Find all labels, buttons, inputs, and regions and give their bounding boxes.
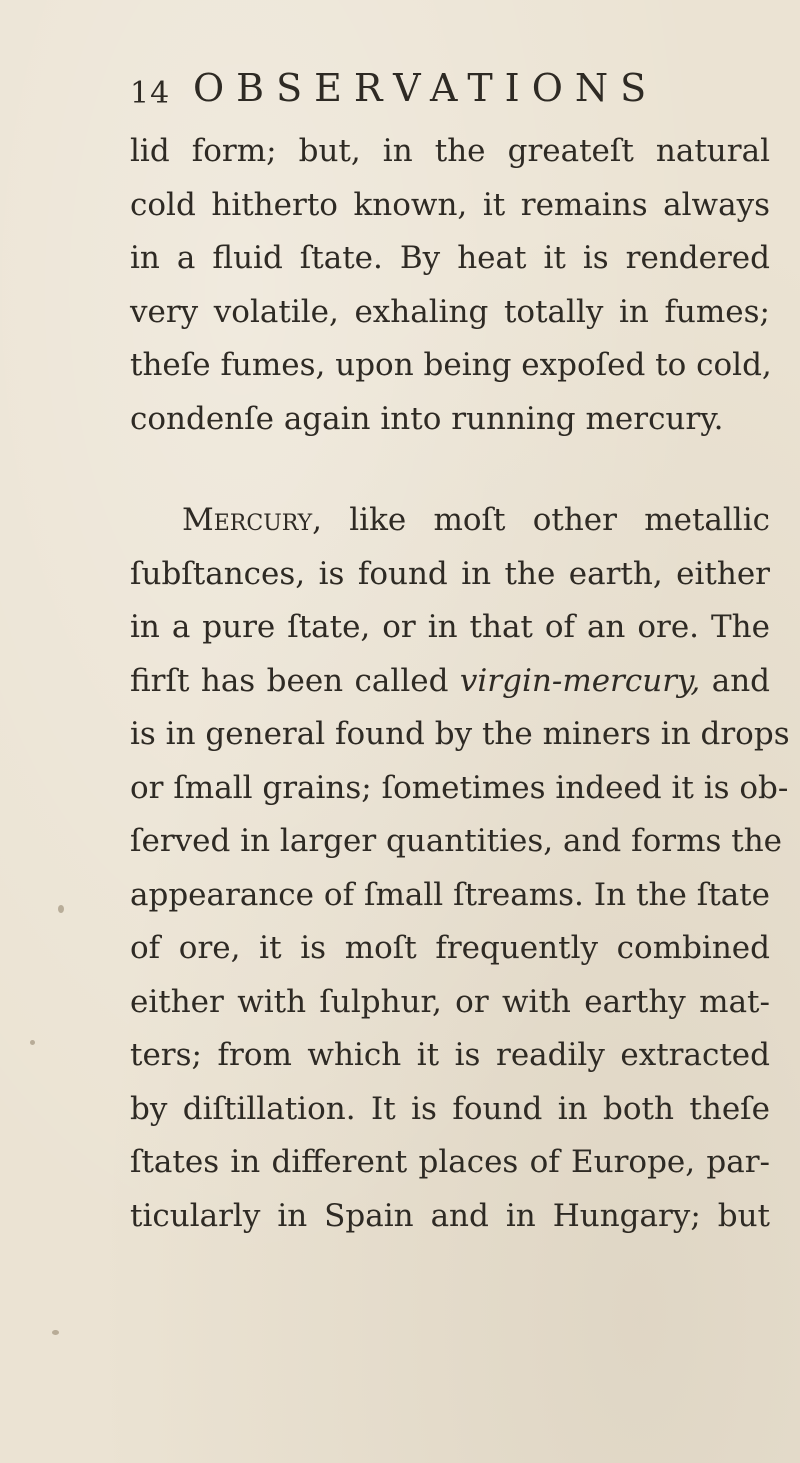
text-line (130, 494, 770, 548)
text-line: ters; from which it is readily extracted (130, 1037, 770, 1073)
paragraph-2 (130, 494, 790, 1243)
italic-term: virgin-mercury, (459, 662, 701, 699)
paragraph-1 (130, 125, 770, 446)
text-line: or ſmall grains; ſometimes indeed it is ob- (130, 769, 789, 806)
lead-word: Mercury, (182, 502, 323, 538)
text-line: by diſtillation. It is found in both theſe (130, 1090, 770, 1127)
paper-spot (30, 1040, 35, 1045)
text-line: ſerved in larger quantities, and forms the (130, 823, 782, 859)
page-header (130, 66, 690, 116)
body-text (130, 125, 790, 1243)
text-line: is in general found by the miners in drops (130, 716, 790, 752)
text-line: ſtates in different places of Europe, par- (130, 1144, 770, 1180)
text-fragment: like moſt other metallic (322, 502, 770, 538)
text-line: very volatile, exhaling totally in fumes; (130, 293, 770, 330)
text-line: condenſe again into running mercury. (130, 400, 724, 437)
running-head: OBSERVATIONS (193, 66, 659, 110)
text-line: ticularly in Spain and in Hungary; but (130, 1197, 770, 1234)
text-line (130, 655, 770, 709)
text-line: either with ſulphur, or with earthy mat- (130, 983, 770, 1020)
text-line: in a fluid ſtate. By heat it is rendered (130, 240, 770, 276)
text-line: cold hitherto known, it remains always (130, 186, 770, 223)
text-line: lid form; but, in the greateſt natural (130, 133, 770, 169)
text-line: appearance of ſmall ſtreams. In the ſtate (130, 876, 770, 913)
text-line: theſe fumes, upon being expoſed to cold, (130, 347, 772, 383)
text-fragment: firſt has been called (130, 662, 449, 699)
text-line: of ore, it is moſt frequently combined (130, 930, 770, 966)
paper-spot (52, 1330, 59, 1335)
text-fragment: and (700, 662, 770, 699)
text-line: in a pure ſtate, or in that of an ore. The (130, 609, 770, 645)
text-line: ſubſtances, is found in the earth, either (130, 555, 770, 592)
paper-spot (58, 905, 64, 913)
page-number: 14 (130, 76, 171, 111)
